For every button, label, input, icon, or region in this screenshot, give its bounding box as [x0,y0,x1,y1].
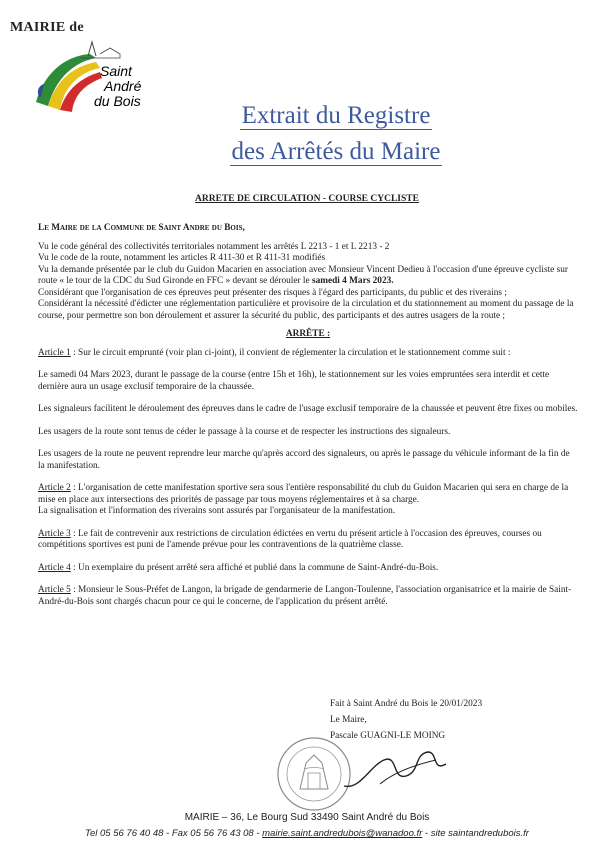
consideration-4: Considérant que l'organisation de ces épreuves peut présenter des risques à l'égard des participants, du public et des riverains ; [38,287,507,298]
event-date: samedi 4 Mars 2023. [311,276,394,286]
article-1-paragraph-1: Le samedi 04 Mars 2023, durant le passage de la course (entre 15h et 16h), le stationnement sur les voies empruntées sera interdit et cette dernière aura un usage exclusif temporaire de la chaussée. [38,370,550,392]
article-5-text: : Monsieur le Sous-Préfet de Langon, la brigade de gendarmerie de Langon-Toulenne, l'association organisatrice et la mairie de Saint-André-du-Bois sont chargés chacun pour ce qui le concerne, de l'application du présent arrêté. [38,585,572,607]
logo-line-3: du Bois [94,93,141,109]
signature-block [330,696,570,744]
footer-address: MAIRIE – 36, Le Bourg Sud 33490 Saint André du Bois [184,812,430,823]
footer-email-link[interactable]: mairie.saint.andredubois@wanadoo.fr [262,828,423,839]
footer-tel: Tel 05 56 76 40 48 - Fax 05 56 76 43 08 - [85,828,263,839]
article-1-text: : Sur le circuit emprunté (voir plan ci-joint), il convient de réglementer la circulation et le stationnement comme suit : [70,347,511,358]
consideration-5: Considérant la nécessité d'édicter une réglementation particulière et provisoire de la circulation et du stationnement au moment du passage de la course, pour permettre son bon déroulement et assurer la sécurité du public, des participants et des autres usagers de la route ; [38,299,574,321]
consideration-3-text: Vu la demande présentée par le club du Guidon Macarien en association avec Monsieur Vincent Dedieu à l'occasion d'une épreuve cycliste sur route « le tour de la CDC du Sud Gironde en FFC » devant se dérouler le [38,264,568,286]
arrete-heading: ARRETE DE CIRCULATION - COURSE CYCLISTE [195,194,419,204]
signature-role: Le Maire, [330,715,367,725]
mairie-header: MAIRIE de [10,20,84,35]
consideration-1: Vu le code général des collectivités territoriales notamment les arrêtés L 2213 - 1 et L 2213 - 2 [38,241,390,252]
article-4-label: Article 4 [38,562,71,573]
signature-place-date: Fait à Saint André du Bois le 20/01/2023 [330,699,483,709]
signature-name: Pascale GUAGNI-LE MOING [330,731,446,741]
article-5 [38,585,578,608]
footer-site: - site saintandredubois.fr [422,828,529,839]
arrete-title-text: ARRÊTE : [285,329,331,339]
article-3 [38,529,578,552]
article-1 [38,348,578,360]
logo-line-1: Saint [100,63,132,79]
article-2 [38,483,578,506]
article-4 [38,563,578,575]
article-2-text-2: La signalisation et l'information des riverains sont assurés par l'organisateur de la manifestation. [38,506,396,516]
arrete-title [38,329,578,341]
article-1-paragraph-3: Les usagers de la route sont tenus de céder le passage à la course et de respecter les instructions des signaleurs. [38,426,451,437]
article-1-label: Article 1 [38,347,71,358]
document-body [38,223,578,608]
article-4-text: : Un exemplaire du présent arrêté sera affiché et publié dans la commune de Saint-André-du-Bois. [70,562,439,573]
title-line-2: des Arrêtés du Maire [231,138,441,165]
consideration-3 [38,265,578,288]
article-5-label: Article 5 [38,585,71,595]
signature-scribble-icon [340,746,450,796]
logo-line-2: André [104,78,142,94]
article-3-label: Article 3 [38,528,71,539]
town-logo [30,34,160,114]
footer-contact [0,828,614,839]
article-1-paragraph-4: Les usagers de la route ne peuvent reprendre leur marche qu'après accord des signaleurs, ou après le passage du véhicule informant de la fin de la manifestation. [38,449,570,471]
intro-line: Le Maire de la Commune de Saint Andre du Bois, [38,223,245,233]
document-title [150,100,522,172]
article-2-label: Article 2 [38,483,71,493]
title-line-1: Extrait du Registre [241,102,431,129]
article-1-paragraph-2: Les signaleurs facilitent le déroulement des épreuves dans le cadre de l'usage exclusif temporaire de la chaussée et peuvent être fixes ou mobiles. [38,404,578,414]
article-3-text: : Le fait de contrevenir aux restrictions de circulation édictées en vertu du présent article à l'occasion des épreuves, courses ou compétitions sportives est puni de l'amende prévue pour les contraventions de la quatrième classe. [38,528,542,550]
article-2-text: : L'organisation de cette manifestation sportive sera sous l'entière responsabilité du club du Guidon Macarien qui sera en charge de la mise en place aux intersections des priorités de passage par tous moyens réglementaires et à sa charge. [38,483,569,505]
consideration-2: Vu le code de la route, notamment les articles R 411-30 et R 411-31 modifiés [38,253,326,263]
